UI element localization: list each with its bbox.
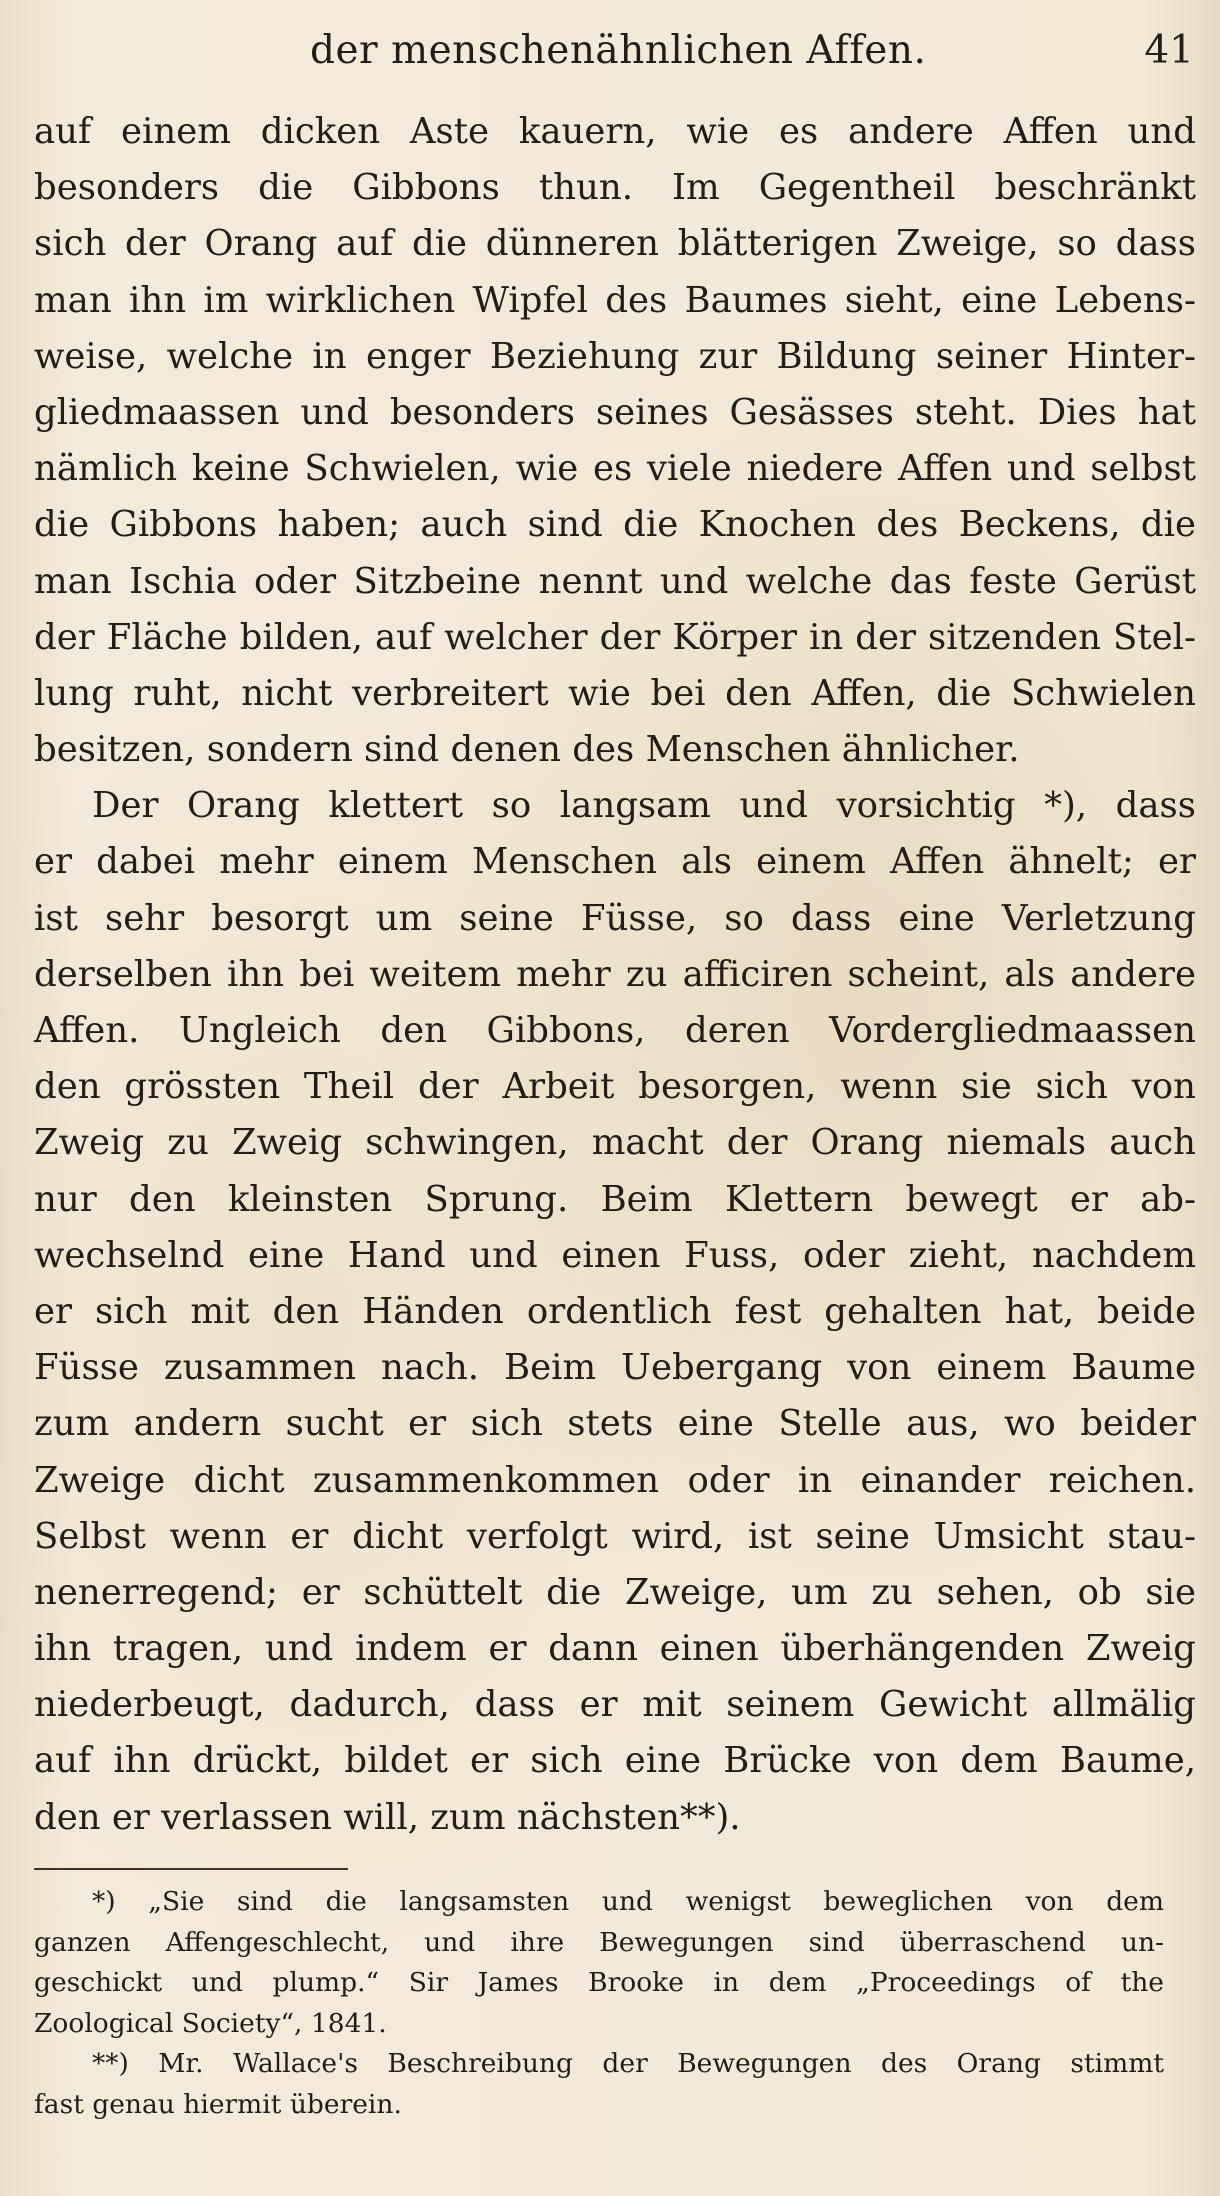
text-line: nenerregend; er schüttelt die Zweige, um zu sehen, ob sie xyxy=(34,1571,1196,1613)
text-line: lung ruht, nicht verbreitert wie bei den Affen, die Schwielen xyxy=(34,672,1196,714)
footnote-line: geschickt und plump.“ Sir James Brooke in dem „Proceedings of the xyxy=(34,1967,1164,1998)
text-line: den grössten Theil der Arbeit besorgen, wenn sie sich von xyxy=(34,1066,1196,1108)
text-line: man Ischia oder Sitzbeine nennt und welche das feste Gerüst xyxy=(34,560,1196,602)
text-line: weise, welche in enger Beziehung zur Bildung seiner Hinter- xyxy=(34,335,1196,377)
text-line: derselben ihn bei weitem mehr zu afficiren scheint, als andere xyxy=(34,953,1196,995)
footnote-line: fast genau hiermit überein. xyxy=(34,2088,402,2120)
text-line: man ihn im wirklichen Wipfel des Baumes sieht, eine Lebens- xyxy=(34,279,1196,321)
text-line: die Gibbons haben; auch sind die Knochen des Beckens, die xyxy=(34,504,1196,546)
text-line: auf ihn drückt, bildet er sich eine Brücke von dem Baume, xyxy=(34,1740,1196,1782)
text-line: niederbeugt, dadurch, dass er mit seinem Gewicht allmälig xyxy=(34,1684,1196,1726)
footnote-line: ganzen Affengeschlecht, und ihre Bewegungen sind überraschend un- xyxy=(34,1926,1164,1958)
body-text xyxy=(34,104,1196,1846)
text-line: nur den kleinsten Sprung. Beim Klettern bewegt er ab- xyxy=(34,1178,1196,1220)
text-line: auf einem dicken Aste kauern, wie es andere Affen und xyxy=(34,111,1196,152)
text-line: ihn tragen, und indem er dann einen überhängenden Zweig xyxy=(34,1628,1196,1670)
text-line: Zweige dicht zusammenkommen oder in einander reichen. xyxy=(34,1459,1196,1501)
text-line: Füsse zusammen nach. Beim Uebergang von einem Baume xyxy=(34,1347,1196,1389)
running-title: der menschenähnlichen Affen. xyxy=(310,28,927,73)
text-line: besonders die Gibbons thun. Im Gegentheil beschränkt xyxy=(34,167,1196,209)
text-line: Der Orang klettert so langsam und vorsichtig *), dass xyxy=(92,785,1196,827)
text-line: wechselnd eine Hand und einen Fuss, oder zieht, nachdem xyxy=(34,1234,1196,1276)
footnote-divider xyxy=(34,1868,348,1870)
text-line: den er verlassen will, zum nächsten**). xyxy=(34,1796,741,1838)
footnotes xyxy=(34,1882,1164,2125)
footnote-line: *) „Sie sind die langsamsten und wenigst beweglichen von dem xyxy=(92,1886,1164,1917)
text-line: besitzen, sondern sind denen des Menschen ähnlicher. xyxy=(34,729,1020,771)
footnote-line: **) Mr. Wallace's Beschreibung der Bewegungen des Orang stimmt xyxy=(92,2048,1164,2079)
text-line: zum andern sucht er sich stets eine Stelle aus, wo beider xyxy=(34,1403,1196,1445)
footnote-line: Zoological Society“, 1841. xyxy=(34,2007,387,2039)
page-number: 41 xyxy=(1144,28,1194,73)
page-header xyxy=(310,28,1194,88)
text-line: nämlich keine Schwielen, wie es viele niedere Affen und selbst xyxy=(34,448,1196,490)
text-line: Selbst wenn er dicht verfolgt wird, ist seine Umsicht stau- xyxy=(34,1515,1196,1557)
text-line: der Fläche bilden, auf welcher der Körper in der sitzenden Stel- xyxy=(34,616,1196,658)
text-line: er dabei mehr einem Menschen als einem Affen ähnelt; er xyxy=(34,841,1196,883)
text-line: sich der Orang auf die dünneren blätterigen Zweige, so dass xyxy=(34,223,1196,265)
text-line: ist sehr besorgt um seine Füsse, so dass eine Verletzung xyxy=(34,897,1196,939)
text-line: gliedmaassen und besonders seines Gesässes steht. Dies hat xyxy=(34,391,1196,433)
text-line: Affen. Ungleich den Gibbons, deren Vordergliedmaassen xyxy=(34,1010,1196,1051)
text-line: er sich mit den Händen ordentlich fest gehalten hat, beide xyxy=(34,1290,1196,1332)
text-line: Zweig zu Zweig schwingen, macht der Orang niemals auch xyxy=(34,1122,1196,1164)
